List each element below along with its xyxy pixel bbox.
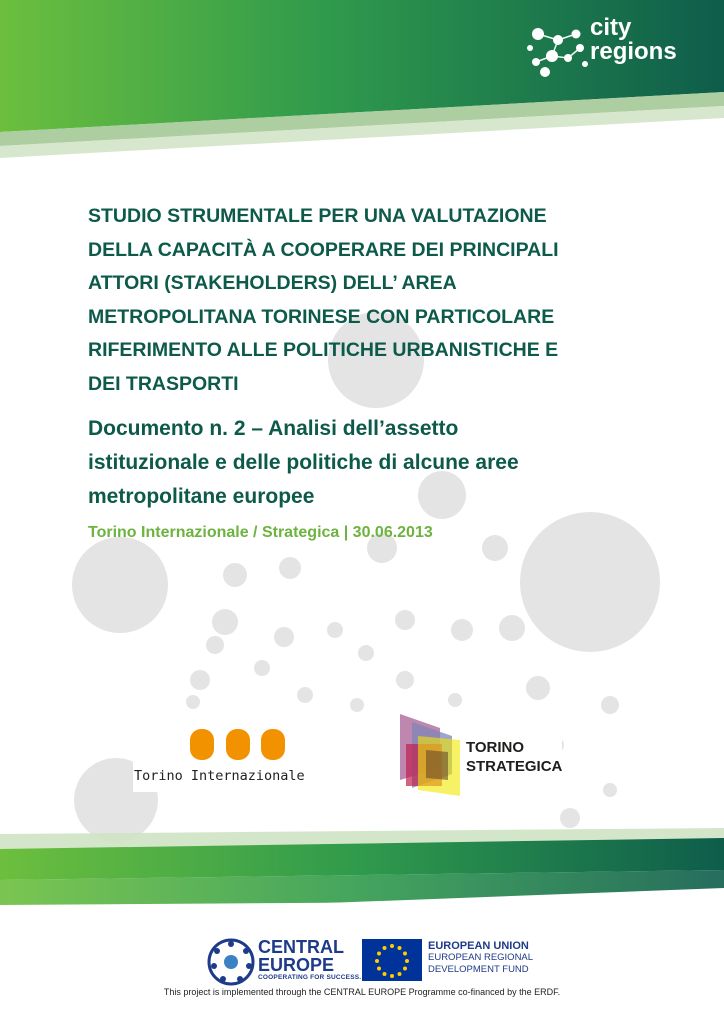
title-line: ATTORI (STAKEHOLDERS) DELL’ AREA — [88, 272, 457, 294]
eu-line-2: EUROPEAN REGIONAL — [428, 952, 534, 963]
central-europe-line-1: CENTRAL — [258, 937, 344, 957]
title-line: STUDIO STRUMENTALE PER UNA VALUTAZIONE — [88, 205, 547, 227]
brand-line-2: regions — [590, 38, 677, 65]
subtitle-line: metropolitane europee — [88, 485, 315, 508]
eu-line-3: DEVELOPMENT FUND — [428, 964, 529, 975]
central-europe-tagline: COOPERATING FOR SUCCESS. — [258, 974, 362, 981]
subtitle-line: istituzionale e delle politiche di alcune aree — [88, 451, 519, 474]
central-europe-line-2: EUROPE — [258, 955, 335, 975]
title-line: DELLA CAPACITÀ A COOPERARE DEI PRINCIPALI — [88, 238, 559, 261]
title-line: METROPOLITANA TORINESE CON PARTICOLARE — [88, 305, 555, 328]
eu-line-1: EUROPEAN UNION — [428, 940, 529, 952]
subtitle-line: Documento n. 2 – Analisi dell’assetto — [88, 417, 459, 440]
footer-note: This project is implemented through the CENTRAL EUROPE Programme co-financed by the ERDF. — [163, 987, 561, 997]
torino-strategica-line-2: STRATEGICA — [466, 758, 563, 775]
title-line: RIFERIMENTO ALLE POLITICHE URBANISTICHE E — [88, 339, 559, 361]
torino-strategica-line-1: TORINO — [466, 739, 525, 756]
title-line: DEI TRASPORTI — [88, 372, 239, 395]
brand-line-1: city — [590, 14, 632, 41]
torino-internazionale-name: Torino Internazionale — [134, 768, 305, 784]
document-dateline: Torino Internazionale / Strategica | 30.06.2013 — [88, 524, 433, 541]
eu-fund-label — [428, 940, 533, 976]
